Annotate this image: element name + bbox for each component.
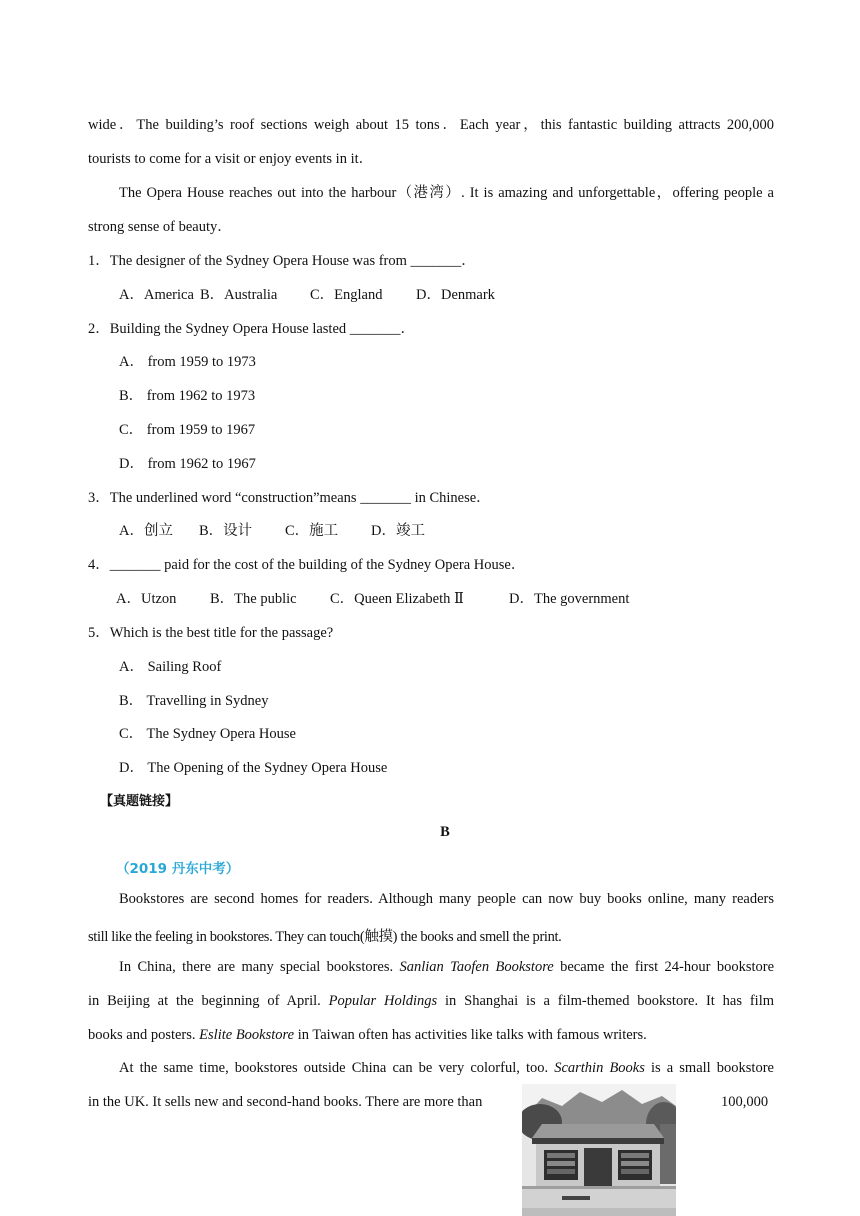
option: A． Sailing Roof — [119, 659, 222, 675]
option: B． from 1962 to 1973 — [119, 388, 256, 404]
exam-source: （2019 丹东中考） — [116, 861, 240, 877]
option: D．Denmark — [416, 287, 495, 303]
passage-line: books and posters. Eslite Bookstore in Taiwan often has activities like talks with famous writers. — [88, 1027, 647, 1043]
passage-line: in the UK. It sells new and second-hand books. There are more than — [88, 1094, 483, 1110]
bookstore-photo — [522, 1084, 676, 1216]
question-5-stem: 5．Which is the best title for the passage? — [88, 625, 334, 641]
question-4-options — [116, 587, 629, 608]
option: D． The Opening of the Sydney Opera House — [119, 760, 388, 776]
option: B．设计 — [199, 523, 253, 539]
option: A．创立 — [119, 523, 173, 539]
passage-line: 100,000 — [721, 1094, 769, 1110]
passage-line: At the same time, bookstores outside China can be very colorful, too. Scarthin Books is a small bookstore — [119, 1060, 774, 1076]
passage-line: In China, there are many special bookstores. Sanlian Taofen Bookstore became the first 24-hour bookstore — [119, 959, 775, 975]
option: C．Queen Elizabeth Ⅱ — [330, 591, 464, 607]
option: C． from 1959 to 1967 — [119, 422, 256, 438]
passage-line: still like the feeling in bookstores. They can touch(触摸) the books and smell the print. — [88, 929, 562, 945]
option: D．The government — [509, 591, 630, 607]
passage-line: strong sense of beauty． — [88, 219, 232, 235]
option: D． from 1962 to 1967 — [119, 456, 256, 472]
passage-line: The Opera House reaches out into the harbour（港湾）. It is amazing and unforgettable，offering people a — [119, 185, 774, 201]
passage-line: Bookstores are second homes for readers. Although many people can now buy books online, many readers — [119, 891, 774, 907]
option: A．Utzon — [116, 591, 177, 607]
question-3-options — [119, 519, 425, 540]
option: B．Australia — [200, 287, 278, 303]
passage-line: wide．The building’s roof sections weigh about 15 tons．Each year，this fantastic building attracts 200,000 — [88, 117, 774, 133]
option: D．竣工 — [371, 523, 425, 539]
passage-line: in Beijing at the beginning of April. Popular Holdings in Shanghai is a film-themed bookstore. It has film — [88, 993, 775, 1009]
section-heading: 【真题链接】 — [100, 794, 179, 809]
option: A．America — [119, 287, 194, 303]
question-2-stem: 2．Building the Sydney Opera House lasted _______． — [88, 321, 416, 337]
question-3-stem: 3．The underlined word “construction”means _______ in Chinese． — [88, 490, 491, 506]
option: B．The public — [210, 591, 297, 607]
option: C． The Sydney Opera House — [119, 726, 296, 742]
question-1-stem: 1．The designer of the Sydney Opera House was from _______． — [88, 253, 476, 269]
option: C．施工 — [285, 523, 339, 539]
option: A． from 1959 to 1973 — [119, 354, 256, 370]
passage-line: tourists to come for a visit or enjoy events in it． — [88, 151, 374, 167]
passage-letter: B — [440, 824, 450, 840]
option: C．England — [310, 287, 383, 303]
option: B． Travelling in Sydney — [119, 693, 269, 709]
question-4-stem: 4．_______ paid for the cost of the building of the Sydney Opera House． — [88, 557, 526, 573]
question-1-options — [119, 283, 495, 304]
